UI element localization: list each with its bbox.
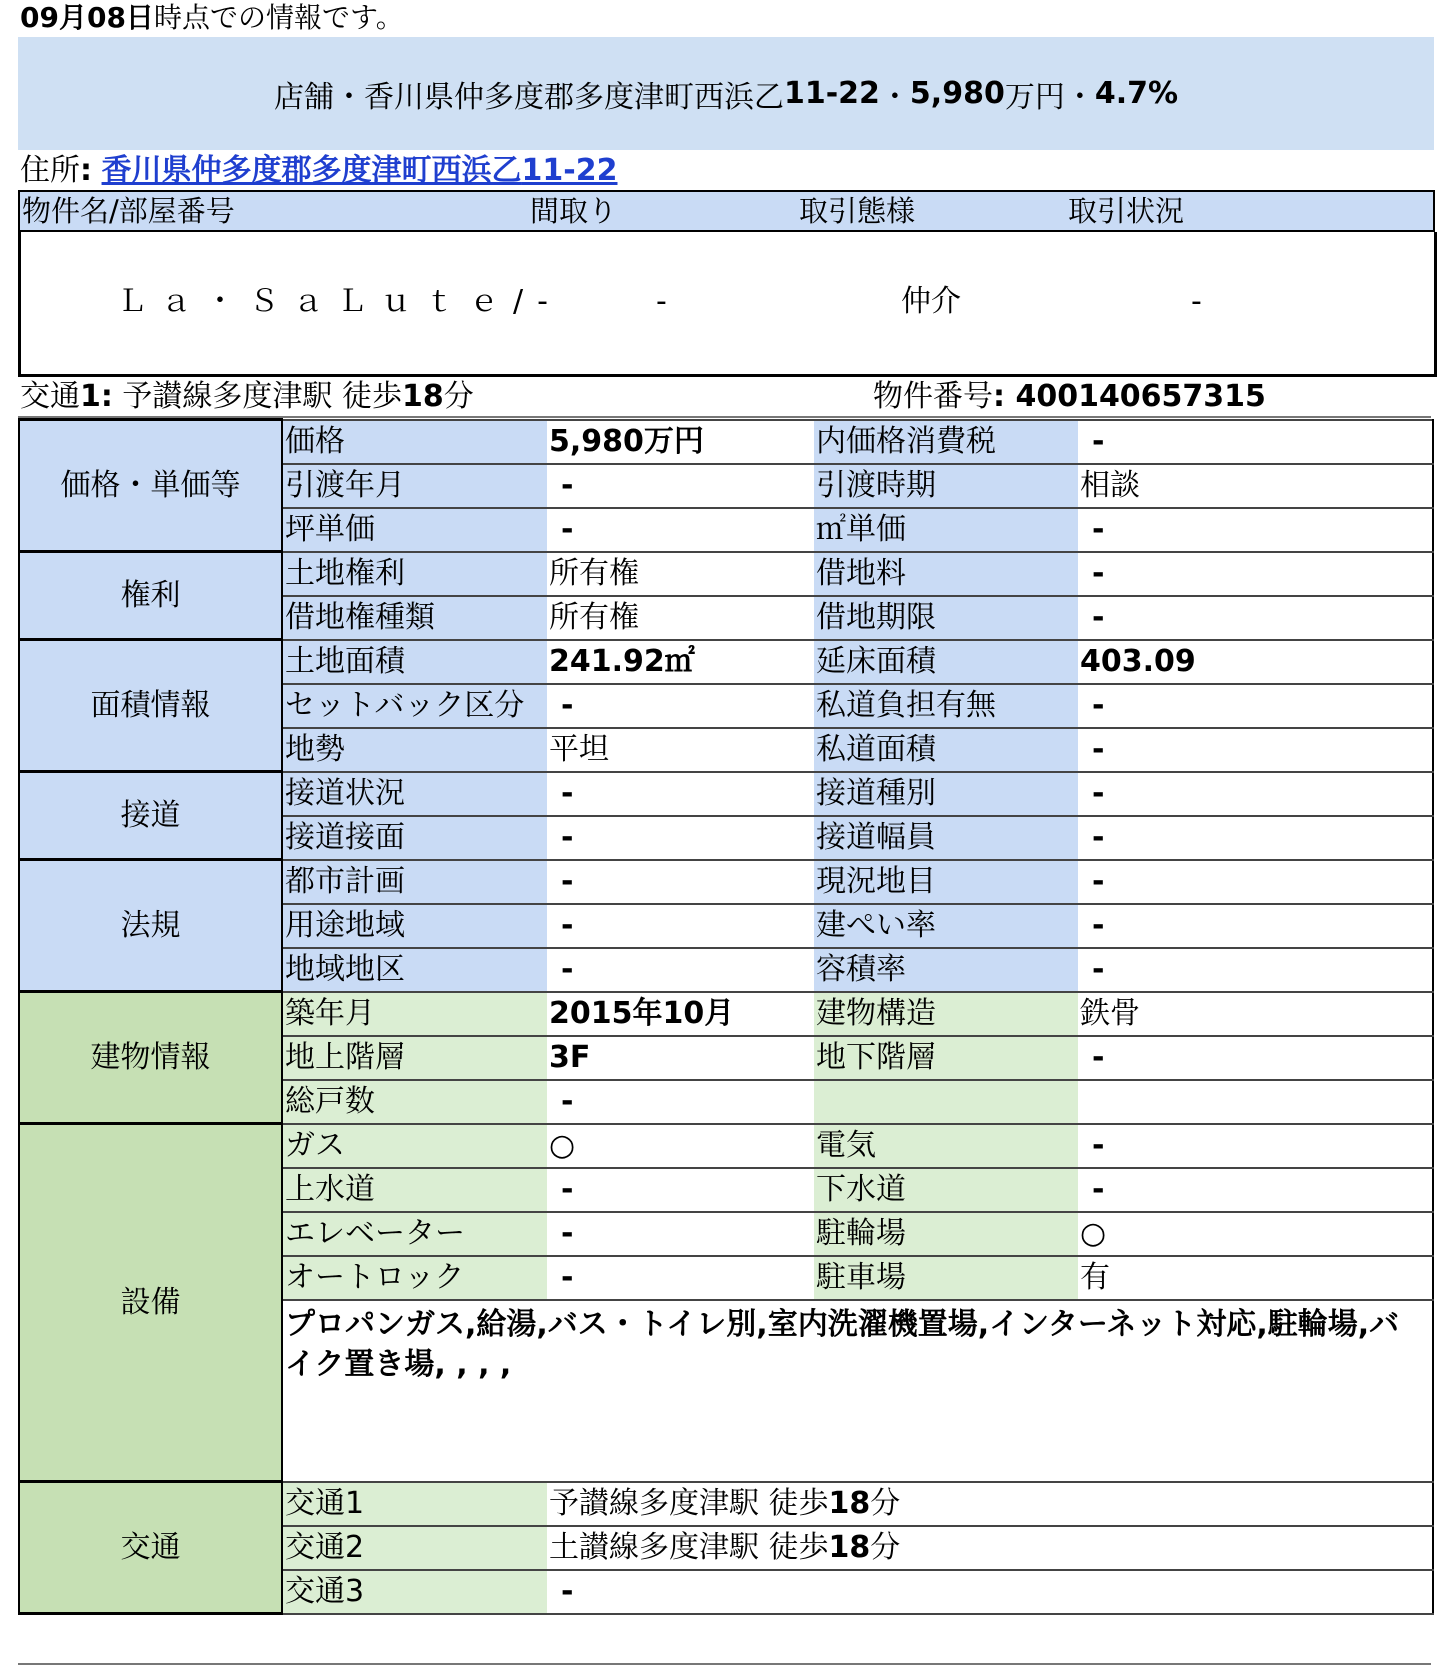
field-value: - [547,1256,814,1300]
transit-minutes: 18 [401,379,444,414]
field-value [547,1482,1433,1526]
title-address-number: 11-22 [783,76,880,111]
field-label: 接道幅員 [814,816,1078,860]
field-value: - [1078,684,1433,728]
transit-number: 1: [80,379,113,414]
field-value: ○ [1078,1212,1433,1256]
field-value: - [1078,860,1433,904]
address-link-kanji[interactable]: 香川県仲多度郡多度津町西浜乙 [101,153,522,188]
field-label: 総戸数 [282,1080,547,1124]
group-label: 権利 [19,552,282,640]
field-value: - [1078,948,1433,992]
address-colon: : [80,153,92,188]
field-label: 駐輪場 [814,1212,1078,1256]
field-value: 5,980万円 [547,420,814,464]
field-label: 土地権利 [282,552,547,596]
field-label: 接道状況 [282,772,547,816]
title-separator: ・ [1064,79,1095,115]
field-value: - [547,816,814,860]
field-value: - [547,684,814,728]
property-name-value: Ｌａ・ＳａＬｕｔｅ/- [117,284,562,319]
field-value: - [547,1168,814,1212]
property-number [873,379,1266,415]
field-value: 鉄骨 [1078,992,1433,1036]
field-value: 2015年10月 [547,992,814,1036]
field-value: - [1078,728,1433,772]
field-value: - [1078,816,1433,860]
listing-type: 店舗 [273,79,334,115]
transit-minutes: 18 [828,1485,871,1521]
field-value: - [547,904,814,948]
field-label: 地下階層 [814,1036,1078,1080]
field-label: 引渡年月 [282,464,547,508]
field-label: 借地期限 [814,596,1078,640]
detail-row [19,860,1433,904]
field-value: 有 [1078,1256,1433,1300]
detail-row [19,1482,1433,1526]
field-value: - [1078,508,1433,552]
summary-values-row [18,232,1437,377]
field-value: - [547,1570,1433,1614]
field-label: 都市計画 [282,860,547,904]
field-label: 坪単価 [282,508,547,552]
title-separator: ・ [879,79,910,115]
field-value: - [547,464,814,508]
detail-row [19,992,1433,1036]
transit-minutes: 18 [828,1529,871,1565]
field-value: 所有権 [547,596,814,640]
transit-station: 予讃線多度津駅 徒歩 [122,379,402,414]
info-date: 09月08日 [20,1,154,34]
field-label: 築年月 [282,992,547,1036]
address-link-number[interactable]: 11-22 [521,153,618,188]
field-value: - [547,860,814,904]
field-label: 交通1 [282,1482,547,1526]
field-label: エレベーター [282,1212,547,1256]
field-label: ㎡単価 [814,508,1078,552]
title-yield: 4.7% [1094,76,1179,111]
property-details-table [18,418,1434,1615]
group-label: 面積情報 [19,640,282,772]
detail-row [19,772,1433,816]
field-label: 電気 [814,1124,1078,1168]
header-transaction-status: 取引状況 [1068,194,1185,228]
transit-route: 予讃線多度津駅 徒歩 [549,1485,829,1521]
field-value: 平坦 [547,728,814,772]
transit-summary [20,379,474,415]
detail-row [19,1124,1433,1168]
header-transaction-type: 取引態様 [799,194,916,228]
field-label: 建ぺい率 [814,904,1078,948]
title-price-number: 5,980 [909,76,1005,111]
equipment-notes: プロパンガス,給湯,バス・トイレ別,室内洗濯機置場,インターネット対応,駐輪場,バイク置き場, , , , [282,1300,1433,1482]
field-label: 借地料 [814,552,1078,596]
field-label: 延床面積 [814,640,1078,684]
header-property-name: 物件名/部屋番号 [22,194,235,228]
transaction-type-value: 仲介 [901,284,961,319]
field-label: 上水道 [282,1168,547,1212]
field-value: - [1078,596,1433,640]
field-value: - [547,1080,814,1124]
transaction-status-value: - [1191,284,1202,319]
group-label: 交通 [19,1482,282,1614]
transit-unit: 分 [870,1529,901,1565]
group-label: 価格・単価等 [19,420,282,552]
field-value: - [547,948,814,992]
field-value: 相談 [1078,464,1433,508]
field-label: 交通2 [282,1526,547,1570]
field-label: 下水道 [814,1168,1078,1212]
detail-row [19,552,1433,596]
field-value: - [547,508,814,552]
field-label: オートロック [282,1256,547,1300]
field-value: 241.92㎡ [547,640,814,684]
field-label: 駐車場 [814,1256,1078,1300]
title-separator: ・ [333,79,364,115]
field-value: - [1078,1036,1433,1080]
field-value: 3F [547,1036,814,1080]
transit-unit: 分 [443,379,474,414]
field-label: 現況地目 [814,860,1078,904]
field-value [1078,1080,1433,1124]
field-value: 403.09 [1078,640,1433,684]
field-value: - [1078,1124,1433,1168]
field-value: - [1078,904,1433,948]
header-layout: 間取り [530,194,618,228]
field-label [814,1080,1078,1124]
layout-value: - [656,284,667,319]
field-label: 私道面積 [814,728,1078,772]
field-value: 所有権 [547,552,814,596]
field-value [547,1526,1433,1570]
listing-title-band [18,37,1434,150]
field-label: 内価格消費税 [814,420,1078,464]
info-date-suffix: 時点での情報です。 [153,1,404,34]
field-label: 地域地区 [282,948,547,992]
property-number-value: : 400140657315 [993,379,1266,414]
detail-row [19,420,1433,464]
field-label: 容積率 [814,948,1078,992]
field-value: ○ [547,1124,814,1168]
group-label: 法規 [19,860,282,992]
address-link[interactable] [102,153,618,188]
field-value: - [1078,420,1433,464]
transit-route: 土讃線多度津駅 徒歩 [549,1529,829,1565]
field-value: - [1078,1168,1433,1212]
field-label: 地勢 [282,728,547,772]
field-label: 地上階層 [282,1036,547,1080]
title-price-unit: 万円 [1004,79,1065,115]
transit-unit: 分 [870,1485,901,1521]
group-label: 建物情報 [19,992,282,1124]
field-label: 価格 [282,420,547,464]
field-label: 接道接面 [282,816,547,860]
summary-header-row [18,190,1435,233]
address-label: 住所 [20,153,80,188]
field-label: 接道種別 [814,772,1078,816]
field-label: セットバック区分 [282,684,547,728]
field-label: 建物構造 [814,992,1078,1036]
field-value: - [547,772,814,816]
property-number-label: 物件番号 [873,379,993,414]
field-label: 交通3 [282,1570,547,1614]
field-value: - [1078,772,1433,816]
info-date-line [20,0,404,36]
field-label: 用途地域 [282,904,547,948]
field-value: - [547,1212,814,1256]
address-line [20,153,618,189]
group-label: 設備 [19,1124,282,1482]
field-value: - [1078,552,1433,596]
field-label: 借地権種類 [282,596,547,640]
field-label: 私道負担有無 [814,684,1078,728]
field-label: 土地面積 [282,640,547,684]
group-label: 接道 [19,772,282,860]
detail-row [19,640,1433,684]
divider [18,1663,1431,1665]
title-address: 香川県仲多度郡多度津町西浜乙 [363,79,784,115]
field-label: 引渡時期 [814,464,1078,508]
transit-label: 交通 [20,379,80,414]
field-label: ガス [282,1124,547,1168]
